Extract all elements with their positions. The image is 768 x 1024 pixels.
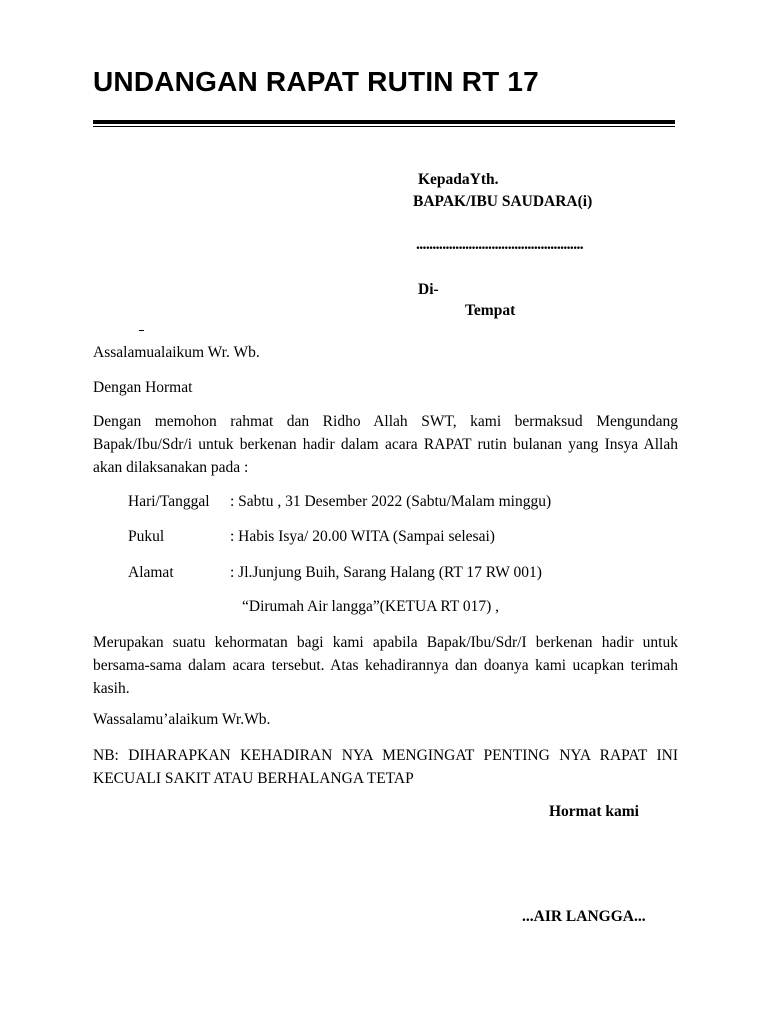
closing-paragraph: Merupakan suatu kehormatan bagi kami apabila Bapak/Ibu/Sdr/I berkenan hadir untuk bersama-sama dalam acara tersebut. Atas kehadirannya dan doanya kami ucapkan terimah kasih. <box>93 634 678 697</box>
intro-paragraph: Dengan memohon rahmat dan Ridho Allah SWT, kami bermaksud Mengundang Bapak/Ibu/Sdr/i untuk berkenan hadir dalam acara RAPAT rutin bulanan yang Insya Allah akan dilaksanakan pada : <box>93 413 678 476</box>
greeting: Assalamualaikum Wr. Wb. <box>93 344 260 361</box>
detail-value-time: : Habis Isya/ 20.00 WITA (Sampai selesai) <box>230 528 495 545</box>
recipient-place-line: Tempat <box>465 302 516 319</box>
detail-label-time: Pukul <box>128 528 165 545</box>
detail-value-address: : Jl.Junjung Buih, Sarang Halang (RT 17 RW 001) <box>230 564 542 581</box>
address-note: “Dirumah Air langga”(KETUA RT 017) , <box>242 598 500 615</box>
stray-mark <box>139 330 144 331</box>
title-rule-thin <box>93 126 675 127</box>
salutation: Dengan Hormat <box>93 379 193 396</box>
detail-value-date: : Sabtu , 31 Desember 2022 (Sabtu/Malam minggu) <box>230 493 552 510</box>
note-paragraph: NB: DIHARAPKAN KEHADIRAN NYA MENGINGAT PENTING NYA RAPAT INI KECUALI SAKIT ATAU BERHALANGA TETAP <box>93 747 678 787</box>
detail-label-date: Hari/Tanggal <box>128 493 210 510</box>
recipient-to-line: KepadaYth. <box>418 171 499 188</box>
recipient-blank-line: ................................................... <box>416 236 584 253</box>
title-rule-thick <box>93 120 675 124</box>
recipient-name-line: BAPAK/IBU SAUDARA(i) <box>413 193 593 210</box>
detail-label-address: Alamat <box>128 564 174 581</box>
recipient-di-line: Di- <box>418 281 439 298</box>
signature: ...AIR LANGGA... <box>522 908 646 925</box>
farewell: Wassalamu’alaikum Wr.Wb. <box>93 711 271 728</box>
document-title: UNDANGAN RAPAT RUTIN RT 17 <box>93 66 539 97</box>
sign-off: Hormat kami <box>549 803 639 820</box>
